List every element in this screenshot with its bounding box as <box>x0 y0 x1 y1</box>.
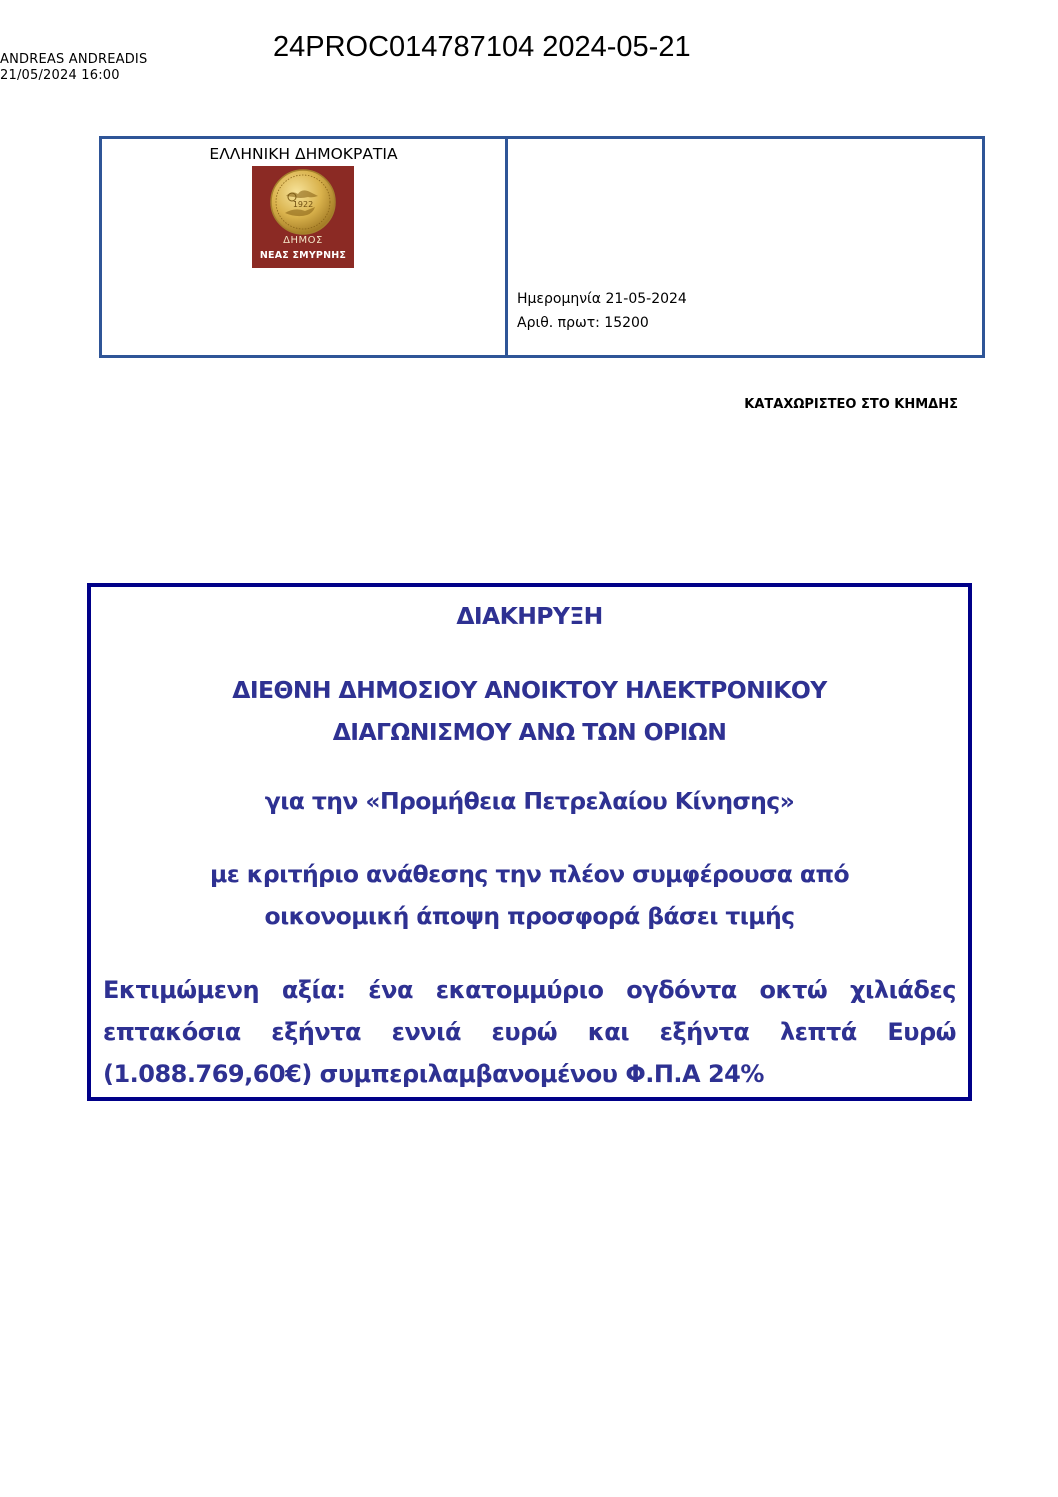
signature-datetime: 21/05/2024 16:00 <box>0 68 120 83</box>
seal-icon <box>252 166 354 236</box>
logo-line-dimos: ΔΗΜΟΣ <box>283 235 323 246</box>
notice-criterion <box>91 853 968 937</box>
protocol-number: Αριθ. πρωτ: 15200 <box>517 315 649 331</box>
notice-title: ΔΙΑΚΗΡΥΞΗ <box>456 602 603 630</box>
municipality-logo <box>252 166 354 268</box>
registration-note: ΚΑΤΑΧΩΡΙΣΤΕΟ ΣΤΟ ΚΗΜΔΗΣ <box>744 397 958 412</box>
logo-line-nea-smyrni: ΝΕΑΣ ΣΜΥΡΝΗΣ <box>259 250 347 261</box>
notice-subtitle-line1: ΔΙΕΘΝΗ ΔΗΜΟΣΙΟΥ ΑΝΟΙΚΤΟΥ ΗΛΕΚΤΡΟΝΙΚΟΥ <box>232 676 827 704</box>
header-right-cell <box>508 139 982 355</box>
notice-criterion-line2: οικονομική άποψη προσφορά βάσει τιμής <box>264 902 795 930</box>
digital-signature <box>0 52 147 84</box>
header-table <box>99 136 985 358</box>
document-id: 24PROC014787104 2024-05-21 <box>273 31 691 63</box>
tender-notice-box <box>87 583 972 1101</box>
notice-criterion-line1: με κριτήριο ανάθεσης την πλέον συμφέρουσα από <box>210 860 849 888</box>
notice-subject: για την «Προμήθεια Πετρελαίου Κίνησης» <box>264 787 795 815</box>
republic-label: ΕΛΛΗΝΙΚΗ ΔΗΜΟΚΡΑΤΙΑ <box>209 145 398 163</box>
svg-text:1922: 1922 <box>292 200 314 209</box>
notice-subtitle <box>91 669 968 753</box>
notice-estimated-value: Εκτιμώμενη αξία: ένα εκατομμύριο ογδόντα οκτώ χιλιάδες επτακόσια εξήντα εννιά ευρώ και εξήντα λεπτά Ευρώ (1.088.769,60€) συμπεριλαμβανομένου Φ.Π.Α 24% <box>103 976 956 1088</box>
header-left-cell <box>102 139 508 355</box>
document-meta <box>517 287 687 335</box>
signer-name: ANDREAS ANDREADIS <box>0 52 148 67</box>
notice-subtitle-line2: ΔΙΑΓΩΝΙΣΜΟΥ ΑΝΩ ΤΩΝ ΟΡΙΩΝ <box>332 718 727 746</box>
document-date: Ημερομηνία 21-05-2024 <box>517 291 687 307</box>
